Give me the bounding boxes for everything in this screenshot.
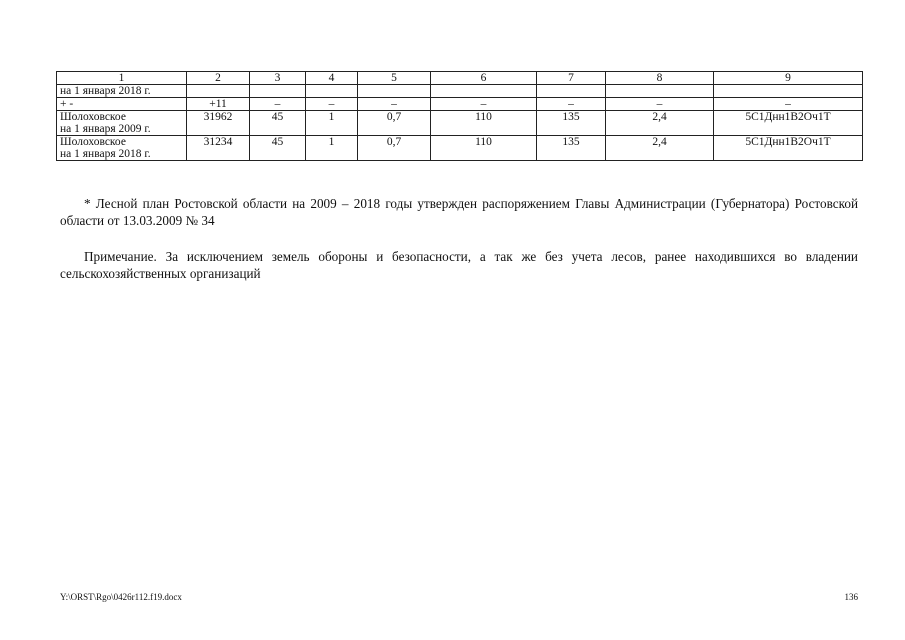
footer-page-number: 136 bbox=[844, 592, 858, 602]
table-cell bbox=[537, 85, 606, 98]
table-row bbox=[57, 111, 863, 136]
remark-paragraph bbox=[60, 248, 858, 282]
table-cell: 1 bbox=[306, 111, 358, 136]
table-cell: 110 bbox=[431, 111, 537, 136]
table-cell: – bbox=[537, 98, 606, 111]
table-cell: 31234 bbox=[187, 136, 250, 161]
table-cell bbox=[306, 85, 358, 98]
row-label-cell: Шолоховское на 1 января 2018 г. bbox=[57, 136, 187, 161]
table-cell: 31962 bbox=[187, 111, 250, 136]
table-cell: 2,4 bbox=[606, 136, 714, 161]
table-cell: 5С1Днн1В2Оч1Т bbox=[714, 111, 863, 136]
table-row bbox=[57, 98, 863, 111]
header-cell: 8 bbox=[606, 72, 714, 85]
table-cell bbox=[606, 85, 714, 98]
header-cell: 5 bbox=[358, 72, 431, 85]
table-cell: 5С1Днн1В2Оч1Т bbox=[714, 136, 863, 161]
header-cell: 9 bbox=[714, 72, 863, 85]
data-table bbox=[56, 71, 863, 161]
row-label-cell: на 1 января 2018 г. bbox=[57, 85, 187, 98]
table-cell: – bbox=[606, 98, 714, 111]
header-cell: 2 bbox=[187, 72, 250, 85]
table-cell bbox=[358, 85, 431, 98]
table-row bbox=[57, 85, 863, 98]
table-cell: 110 bbox=[431, 136, 537, 161]
header-cell: 7 bbox=[537, 72, 606, 85]
table-cell: – bbox=[358, 98, 431, 111]
table-row bbox=[57, 136, 863, 161]
table-cell bbox=[714, 85, 863, 98]
table-cell: – bbox=[714, 98, 863, 111]
header-cell: 1 bbox=[57, 72, 187, 85]
table-cell: 135 bbox=[537, 136, 606, 161]
table-cell: 1 bbox=[306, 136, 358, 161]
table-cell: – bbox=[250, 98, 306, 111]
table-cell bbox=[187, 85, 250, 98]
table-cell: 45 bbox=[250, 136, 306, 161]
footnote-text: * Лесной план Ростовской области на 2009 – 2018 годы утвержден распоряжением Главы Администрации (Губернатора) Ростовской области от 13.03.2009 № 34 bbox=[60, 196, 858, 228]
table-cell bbox=[431, 85, 537, 98]
table-cell: 2,4 bbox=[606, 111, 714, 136]
table-cell: 0,7 bbox=[358, 136, 431, 161]
table-cell: 45 bbox=[250, 111, 306, 136]
table-cell bbox=[250, 85, 306, 98]
footnote-paragraph bbox=[60, 195, 858, 229]
table-header-row bbox=[57, 72, 863, 85]
table-cell: 135 bbox=[537, 111, 606, 136]
row-label-cell: Шолоховское на 1 января 2009 г. bbox=[57, 111, 187, 136]
table-cell: 0,7 bbox=[358, 111, 431, 136]
table-cell: – bbox=[431, 98, 537, 111]
footer-file-path: Y:\ORST\Rgo\0426r112.f19.docx bbox=[60, 592, 182, 602]
table-cell: – bbox=[306, 98, 358, 111]
header-cell: 6 bbox=[431, 72, 537, 85]
table-cell: +11 bbox=[187, 98, 250, 111]
remark-text: Примечание. За исключением земель обороны и безопасности, а так же без учета лесов, ранее находившихся во владении сельскохозяйственных организаций bbox=[60, 249, 858, 281]
header-cell: 3 bbox=[250, 72, 306, 85]
row-label-cell: + - bbox=[57, 98, 187, 111]
header-cell: 4 bbox=[306, 72, 358, 85]
